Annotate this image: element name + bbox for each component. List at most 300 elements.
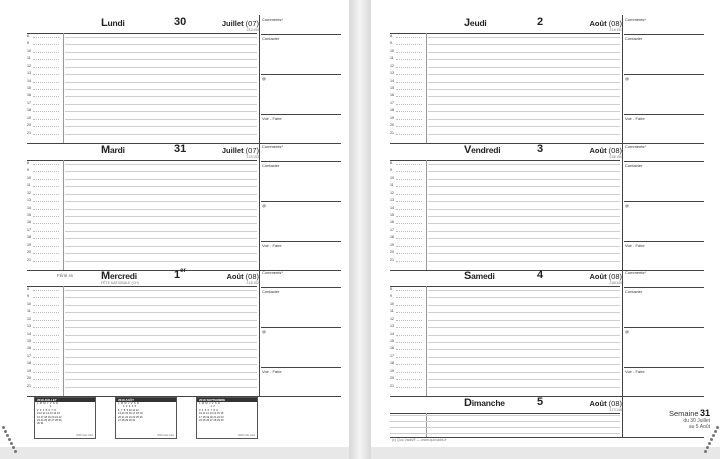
- mini-calendar: [34, 397, 96, 439]
- hour-label: 8: [390, 34, 392, 38]
- notes-label-todo: Voir - Faire: [625, 243, 645, 248]
- writing-line[interactable]: [65, 372, 257, 373]
- notes-column: [261, 15, 341, 143]
- month-label: [222, 19, 259, 28]
- hour-label: 20: [390, 123, 394, 128]
- notes-label-at: @: [262, 203, 267, 208]
- notes-column: [261, 268, 341, 396]
- hour-dash: [33, 82, 59, 83]
- hour-label: 9: [27, 294, 29, 299]
- day-name: Samedi: [464, 270, 495, 282]
- hour-label: 19: [390, 368, 394, 373]
- writing-line[interactable]: [428, 186, 620, 187]
- month-label: [226, 272, 259, 281]
- mini-calendar-week: 1 2 3 4 5: [118, 405, 137, 409]
- notes-rule: [261, 241, 341, 242]
- writing-line[interactable]: [65, 126, 257, 127]
- month-label: [589, 19, 622, 28]
- hour-label: 10: [390, 48, 394, 53]
- writing-line[interactable]: [65, 194, 257, 195]
- mini-calendar-title: 2018 JUILLET: [35, 398, 95, 402]
- writing-line[interactable]: [65, 297, 257, 298]
- hour-dash: [396, 372, 422, 373]
- writing-line[interactable]: [65, 223, 257, 224]
- hour-label: 11: [27, 183, 31, 188]
- writing-line[interactable]: [428, 52, 620, 53]
- writing-line[interactable]: [390, 433, 620, 434]
- hour-label: 16: [27, 220, 31, 225]
- notes-column: [624, 15, 704, 143]
- binding-hole: [706, 446, 709, 449]
- notes-label-todo: Voir - Faire: [625, 116, 645, 121]
- hour-dash: [396, 357, 422, 358]
- hour-dash: [33, 357, 59, 358]
- month-label: [589, 399, 622, 408]
- writing-line[interactable]: [428, 209, 620, 210]
- holiday-note: Férié ss: [57, 273, 74, 278]
- header-rule: [390, 33, 620, 34]
- hour-label: 15: [27, 339, 31, 343]
- hour-label: 11: [390, 309, 394, 314]
- hour-dash: [33, 96, 59, 97]
- day-bottom-rule: [390, 437, 704, 438]
- hour-label: 8: [27, 161, 29, 165]
- day-number-value: 4: [537, 269, 544, 281]
- hour-dash: [33, 67, 59, 68]
- hour-dash: [33, 387, 59, 388]
- hour-dash: [396, 89, 422, 90]
- hour-dash: [396, 305, 422, 306]
- notes-label-contact: Contacter: [625, 163, 643, 168]
- notes-rule: [624, 74, 704, 75]
- hour-dash: [396, 216, 422, 217]
- writing-line[interactable]: [428, 134, 620, 135]
- mini-calendar-week: 17 18 19 20 21 22 23: [199, 415, 224, 419]
- publisher-footer: (c) Quo Vadis® — www.quovadis.fr: [392, 438, 447, 442]
- hour-dash: [396, 126, 422, 127]
- day-number: [174, 269, 186, 281]
- hour-label: 20: [390, 250, 394, 255]
- writing-line[interactable]: [65, 179, 257, 180]
- writing-line[interactable]: [65, 364, 257, 365]
- hour-dash: [396, 119, 422, 120]
- day-of-year: 215/150: [609, 155, 622, 159]
- writing-line[interactable]: [428, 364, 620, 365]
- writing-line[interactable]: [65, 119, 257, 120]
- hour-label: 17: [390, 353, 394, 358]
- hour-label: 15: [27, 86, 31, 90]
- notes-label-contact: Contacter: [262, 36, 280, 41]
- hour-dash: [396, 349, 422, 350]
- notes-rule: [624, 241, 704, 242]
- writing-line[interactable]: [65, 82, 257, 83]
- writing-line[interactable]: [428, 387, 620, 388]
- header-rule: [390, 413, 620, 414]
- writing-line[interactable]: [428, 82, 620, 83]
- writing-line[interactable]: [65, 379, 257, 380]
- hour-label: 16: [390, 93, 394, 98]
- hour-label: 17: [390, 100, 394, 105]
- writing-line[interactable]: [428, 231, 620, 232]
- hour-dash: [33, 126, 59, 127]
- hour-label: 14: [390, 205, 394, 210]
- notes-label-comments: Comments*: [625, 270, 646, 275]
- notes-column-divider: [622, 268, 623, 396]
- notes-column-divider: [622, 142, 623, 270]
- notes-rule: [261, 74, 341, 75]
- hour-label: 12: [390, 190, 394, 195]
- writing-line[interactable]: [428, 89, 620, 90]
- month-name: Août: [589, 272, 609, 281]
- hour-label: 14: [27, 331, 31, 336]
- hour-label: 12: [390, 63, 394, 68]
- writing-line[interactable]: [428, 223, 620, 224]
- writing-line[interactable]: [65, 201, 257, 202]
- hour-label: 13: [390, 71, 394, 76]
- day-of-year: 211/154: [246, 28, 259, 32]
- writing-line[interactable]: [390, 415, 620, 416]
- hour-label: 21: [27, 130, 31, 135]
- writing-line[interactable]: [390, 427, 620, 428]
- mini-calendar-title: 2018 AOÛT: [116, 398, 176, 402]
- notes-label-comments: Comments*: [262, 270, 283, 275]
- writing-line[interactable]: [428, 37, 620, 38]
- writing-line[interactable]: [65, 335, 257, 336]
- writing-line[interactable]: [428, 335, 620, 336]
- hour-label: 18: [390, 361, 394, 366]
- day-of-year: 212/153: [246, 155, 259, 159]
- month-label: [222, 146, 259, 155]
- hour-label: 10: [27, 48, 31, 53]
- writing-line[interactable]: [428, 327, 620, 328]
- writing-line[interactable]: [428, 349, 620, 350]
- month-name: Août: [589, 399, 609, 408]
- day-block: [27, 15, 341, 143]
- hour-label: 12: [27, 316, 31, 321]
- writing-line[interactable]: [65, 44, 257, 45]
- notes-label-comments: Comments*: [262, 17, 283, 22]
- week-from: du 30 Juillet: [683, 418, 710, 424]
- notes-label-at: @: [625, 76, 630, 81]
- day-number-suffix: er: [180, 268, 186, 274]
- writing-line[interactable]: [65, 186, 257, 187]
- hour-label: 19: [27, 368, 31, 373]
- writing-line[interactable]: [65, 209, 257, 210]
- hour-dash: [33, 179, 59, 180]
- day-number-value: 1: [174, 269, 181, 281]
- writing-line[interactable]: [428, 179, 620, 180]
- binding-hole: [712, 434, 715, 437]
- hour-label: 18: [27, 108, 31, 113]
- mini-calendar-weekdays: L M M J V S D: [118, 402, 139, 405]
- month-number: (08): [608, 19, 622, 28]
- hour-label: 11: [390, 56, 394, 61]
- mini-calendar-week: 9 10 11 12 13 14 15: [37, 412, 60, 416]
- writing-line[interactable]: [65, 52, 257, 53]
- month-label: [589, 272, 622, 281]
- hour-label: 14: [390, 331, 394, 336]
- writing-line[interactable]: [428, 104, 620, 105]
- hour-dash: [396, 171, 422, 172]
- hour-label: 8: [390, 287, 392, 291]
- hour-label: 14: [27, 78, 31, 83]
- notes-label-todo: Voir - Faire: [262, 369, 282, 374]
- notes-column: [261, 142, 341, 270]
- month-number: (07): [245, 19, 259, 28]
- writing-line[interactable]: [428, 372, 620, 373]
- header-rule: [390, 286, 620, 287]
- writing-line[interactable]: [428, 379, 620, 380]
- hour-dash: [33, 209, 59, 210]
- hour-label: 19: [390, 115, 394, 120]
- writing-line[interactable]: [65, 357, 257, 358]
- writing-line[interactable]: [428, 305, 620, 306]
- hour-dash: [396, 261, 422, 262]
- hour-dash: [33, 134, 59, 135]
- day-name: Mardi: [101, 144, 125, 156]
- hour-label: 21: [27, 383, 31, 388]
- hour-column-divider: [63, 33, 64, 143]
- hour-label: 15: [390, 86, 394, 90]
- writing-line[interactable]: [428, 171, 620, 172]
- writing-line[interactable]: [65, 67, 257, 68]
- hour-label: 20: [27, 123, 31, 128]
- writing-line[interactable]: [428, 67, 620, 68]
- notes-label-at: @: [625, 329, 630, 334]
- mini-calendar-week: 2 3 4 5 6 7 8: [37, 408, 56, 412]
- writing-line[interactable]: [65, 327, 257, 328]
- hour-label: 9: [27, 41, 29, 46]
- hour-label: 9: [390, 168, 392, 173]
- writing-line[interactable]: [65, 320, 257, 321]
- hour-label: 17: [27, 100, 31, 105]
- hour-dash: [396, 246, 422, 247]
- day-block: [390, 15, 704, 143]
- mini-calendar-week: 6 7 8 9 10 11 12: [118, 408, 139, 412]
- day-block: [390, 395, 704, 437]
- feast-label: FÊTE NATIONALE (CH): [101, 281, 139, 285]
- writing-line[interactable]: [428, 312, 620, 313]
- hour-column-divider: [426, 33, 427, 143]
- hour-dash: [33, 44, 59, 45]
- writing-line[interactable]: [65, 37, 257, 38]
- day-number-value: 30: [174, 16, 187, 28]
- binding-hole: [4, 430, 7, 433]
- binding-hole: [14, 450, 17, 453]
- writing-line[interactable]: [428, 59, 620, 60]
- notes-column-divider: [259, 15, 260, 143]
- month-name: Août: [589, 19, 609, 28]
- hour-label: 10: [27, 175, 31, 180]
- hour-dash: [33, 52, 59, 53]
- notes-label-comments: Comments*: [625, 144, 646, 149]
- writing-line[interactable]: [428, 342, 620, 343]
- hour-dash: [396, 342, 422, 343]
- day-header: [390, 395, 704, 413]
- writing-line[interactable]: [65, 134, 257, 135]
- notes-column-divider: [259, 142, 260, 270]
- mini-calendar-week: 1: [37, 405, 52, 409]
- header-rule: [27, 33, 257, 34]
- hour-dash: [396, 59, 422, 60]
- writing-line[interactable]: [65, 164, 257, 165]
- mini-calendar-title: 2018 SEPTEMBRE: [197, 398, 257, 402]
- writing-line[interactable]: [428, 126, 620, 127]
- hour-label: 11: [27, 309, 31, 314]
- hour-dash: [33, 297, 59, 298]
- hour-label: 18: [390, 235, 394, 240]
- hour-dash: [396, 134, 422, 135]
- writing-line[interactable]: [65, 59, 257, 60]
- month-number: (08): [245, 272, 259, 281]
- writing-line[interactable]: [65, 312, 257, 313]
- hour-dash: [33, 74, 59, 75]
- mini-calendar: [115, 397, 177, 439]
- mini-calendar-weekdays: L M M J V S D: [199, 402, 220, 405]
- mini-calendar: [196, 397, 258, 439]
- writing-line[interactable]: [65, 231, 257, 232]
- hour-dash: [33, 216, 59, 217]
- writing-line[interactable]: [65, 111, 257, 112]
- writing-line[interactable]: [428, 216, 620, 217]
- binding-hole: [2, 426, 5, 429]
- hour-label: 8: [27, 34, 29, 38]
- writing-line[interactable]: [65, 261, 257, 262]
- hour-label: 20: [390, 376, 394, 381]
- mini-calendar-week: 23 24 25 26 27 28 29: [37, 419, 62, 423]
- mini-calendar-week: 20 21 22 23 24 25 26: [118, 415, 143, 419]
- hour-dash: [396, 327, 422, 328]
- hour-dash: [33, 119, 59, 120]
- writing-line[interactable]: [65, 290, 257, 291]
- hour-dash: [396, 238, 422, 239]
- hour-dash: [33, 379, 59, 380]
- month-number: (08): [608, 272, 622, 281]
- hour-dash: [396, 320, 422, 321]
- notes-label-at: @: [262, 329, 267, 334]
- hour-dash: [396, 223, 422, 224]
- notes-rule: [624, 161, 704, 162]
- notes-rule: [624, 114, 704, 115]
- hour-dash: [33, 327, 59, 328]
- hour-label: 17: [390, 227, 394, 232]
- writing-line[interactable]: [428, 297, 620, 298]
- day-of-year: 214/151: [609, 28, 622, 32]
- hour-dash: [33, 312, 59, 313]
- hour-dash: [396, 231, 422, 232]
- writing-line[interactable]: [428, 261, 620, 262]
- binding-hole: [8, 438, 11, 441]
- writing-line[interactable]: [65, 74, 257, 75]
- mini-calendar-weekdays: L M M J V S D: [37, 402, 58, 405]
- writing-line[interactable]: [428, 238, 620, 239]
- hour-dash: [33, 111, 59, 112]
- hour-dash: [33, 59, 59, 60]
- writing-line[interactable]: [428, 290, 620, 291]
- binding-gutter: [349, 0, 371, 459]
- writing-line[interactable]: [65, 96, 257, 97]
- hour-dash: [33, 238, 59, 239]
- hour-dash: [396, 364, 422, 365]
- notes-column-divider: [622, 395, 623, 437]
- hour-label: 12: [27, 190, 31, 195]
- hour-label: 14: [390, 78, 394, 83]
- writing-line[interactable]: [428, 201, 620, 202]
- writing-line[interactable]: [65, 305, 257, 306]
- writing-line[interactable]: [428, 96, 620, 97]
- writing-line[interactable]: [428, 111, 620, 112]
- writing-line[interactable]: [428, 74, 620, 75]
- writing-line[interactable]: [428, 246, 620, 247]
- writing-line[interactable]: [65, 349, 257, 350]
- writing-line[interactable]: [65, 216, 257, 217]
- hour-dash: [33, 349, 59, 350]
- writing-line[interactable]: [65, 342, 257, 343]
- hour-dash: [396, 379, 422, 380]
- notes-rule: [261, 287, 341, 288]
- writing-line[interactable]: [428, 320, 620, 321]
- header-rule: [27, 160, 257, 161]
- mini-calendar-week: 27 28 29 30 31: [118, 419, 136, 423]
- hour-label: 13: [27, 71, 31, 76]
- writing-line[interactable]: [65, 171, 257, 172]
- hour-dash: [396, 179, 422, 180]
- hour-dash: [396, 111, 422, 112]
- day-number: [537, 269, 543, 281]
- writing-line[interactable]: [390, 421, 620, 422]
- day-of-year: 216/149: [609, 281, 622, 285]
- binding-hole: [710, 438, 713, 441]
- month-name: Août: [589, 146, 609, 155]
- hour-label: 16: [27, 346, 31, 351]
- day-number-value: 31: [174, 143, 187, 155]
- notes-label-at: @: [625, 203, 630, 208]
- hour-dash: [33, 261, 59, 262]
- day-number-value: 5: [537, 396, 544, 408]
- hour-label: 15: [390, 213, 394, 217]
- day-block: [390, 142, 704, 270]
- writing-line[interactable]: [428, 194, 620, 195]
- writing-line[interactable]: [65, 104, 257, 105]
- writing-line[interactable]: [65, 89, 257, 90]
- writing-line[interactable]: [428, 44, 620, 45]
- writing-line[interactable]: [65, 238, 257, 239]
- hour-dash: [396, 194, 422, 195]
- notes-rule: [261, 114, 341, 115]
- hour-dash: [33, 37, 59, 38]
- writing-line[interactable]: [428, 357, 620, 358]
- mini-calendar-week: 13 14 15 16 17 18 19: [118, 412, 143, 416]
- hour-dash: [33, 231, 59, 232]
- hour-dash: [33, 194, 59, 195]
- writing-line[interactable]: [428, 164, 620, 165]
- day-number: [174, 16, 186, 28]
- hour-label: 20: [27, 250, 31, 255]
- writing-line[interactable]: [65, 253, 257, 254]
- hour-label: 21: [390, 383, 394, 388]
- writing-line[interactable]: [65, 246, 257, 247]
- binding-hole: [714, 430, 717, 433]
- writing-line[interactable]: [428, 119, 620, 120]
- hour-label: 9: [27, 168, 29, 173]
- writing-line[interactable]: [428, 253, 620, 254]
- hour-dash: [33, 89, 59, 90]
- hour-dash: [33, 104, 59, 105]
- writing-line[interactable]: [65, 387, 257, 388]
- notes-rule: [261, 201, 341, 202]
- day-of-year: 213/152: [246, 281, 259, 285]
- notes-rule: [261, 161, 341, 162]
